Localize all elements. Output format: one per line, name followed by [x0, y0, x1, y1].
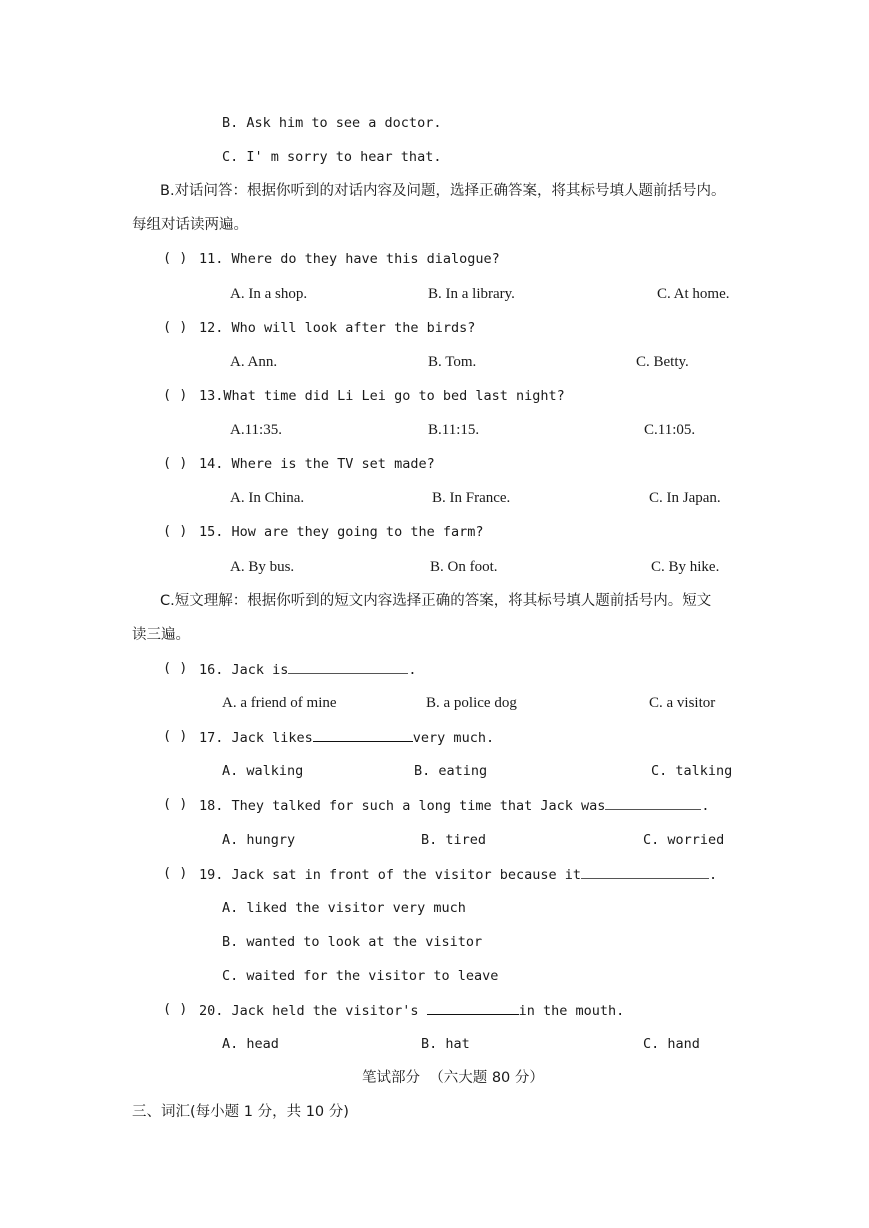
answer-blank[interactable]: ( ) — [163, 387, 188, 403]
option-a: A. In a shop. — [230, 286, 308, 302]
option-b: B. On foot. — [430, 559, 498, 575]
option-a: A. By bus. — [230, 559, 295, 575]
option-b: B. a police dog — [426, 695, 517, 711]
question-suffix: . — [709, 867, 718, 883]
fill-blank[interactable] — [288, 660, 408, 674]
question-suffix: very much. — [412, 730, 495, 746]
question-13: 13.What time did Li Lei go to bed last night? — [199, 388, 565, 404]
option-b: B. Ask him to see a doctor. — [222, 115, 442, 131]
option-b: B. eating — [414, 763, 488, 779]
answer-blank[interactable]: ( ) — [163, 660, 188, 676]
option-a: A. Ann. — [230, 354, 278, 370]
question-suffix: in the mouth. — [518, 1003, 625, 1019]
option-c: C. waited for the visitor to leave — [222, 968, 499, 984]
option-c: C. At home. — [657, 286, 730, 302]
option-c: C. By hike. — [651, 559, 720, 575]
answer-blank[interactable]: ( ) — [163, 1001, 188, 1017]
answer-blank[interactable]: ( ) — [163, 455, 188, 471]
question-text: 17. Jack likes — [199, 730, 313, 746]
option-b: B. hat — [421, 1036, 470, 1052]
fill-blank[interactable] — [313, 728, 413, 742]
question-text: 19. Jack sat in front of the visitor because it — [199, 867, 582, 883]
question-text: 18. They talked for such a long time that Jack was — [199, 798, 606, 814]
option-c: C. talking — [651, 763, 733, 779]
fill-blank[interactable] — [581, 865, 709, 879]
question-text: 16. Jack is — [199, 662, 289, 678]
section-c-instruction: C.短文理解：根据你听到的短文内容选择正确的答案，将其标号填人题前括号内。短文 — [160, 593, 712, 609]
option-b: B. Tom. — [428, 354, 477, 370]
section-b-instruction-cont: 每组对话读两遍。 — [132, 217, 248, 233]
section-3-title: 三、词汇(每小题 1 分，共 10 分) — [132, 1104, 349, 1120]
option-c: C. I' m sorry to hear that. — [222, 149, 442, 165]
option-a: A. head — [222, 1036, 279, 1052]
question-12: 12. Who will look after the birds? — [199, 320, 476, 336]
written-part-title: 笔试部分 （六大题 80 分） — [362, 1070, 544, 1086]
question-17 — [199, 728, 494, 747]
answer-blank[interactable]: ( ) — [163, 250, 188, 266]
question-suffix: . — [408, 662, 417, 678]
question-suffix: . — [701, 798, 710, 814]
section-b-instruction: B.对话问答：根据你听到的对话内容及问题，选择正确答案，将其标号填人题前括号内。 — [160, 183, 726, 199]
answer-blank[interactable]: ( ) — [163, 728, 188, 744]
question-18 — [199, 796, 710, 815]
option-a: A. hungry — [222, 832, 296, 848]
section-c-instruction-cont: 读三遍。 — [132, 627, 190, 643]
option-c: C. hand — [643, 1036, 700, 1052]
question-text: 20. Jack held the visitor's — [199, 1003, 427, 1019]
question-14: 14. Where is the TV set made? — [199, 456, 435, 472]
answer-blank[interactable]: ( ) — [163, 319, 188, 335]
answer-blank[interactable]: ( ) — [163, 865, 188, 881]
option-b: B. tired — [421, 832, 487, 848]
fill-blank[interactable] — [605, 796, 701, 810]
option-b: B.11:15. — [428, 422, 480, 438]
option-c: C.11:05. — [644, 422, 696, 438]
option-a: A. liked the visitor very much — [222, 900, 466, 916]
question-19 — [199, 865, 717, 884]
fill-blank[interactable] — [427, 1001, 519, 1015]
question-20 — [199, 1001, 624, 1020]
option-b: B. wanted to look at the visitor — [222, 934, 483, 950]
option-b: B. In France. — [432, 490, 511, 506]
option-c: C. Betty. — [636, 354, 689, 370]
option-c: C. In Japan. — [649, 490, 721, 506]
option-c: C. worried — [643, 832, 725, 848]
question-16 — [199, 660, 417, 679]
question-11: 11. Where do they have this dialogue? — [199, 251, 500, 267]
option-a: A.11:35. — [230, 422, 282, 438]
option-b: B. In a library. — [428, 286, 515, 302]
option-c: C. a visitor — [649, 695, 716, 711]
answer-blank[interactable]: ( ) — [163, 523, 188, 539]
option-a: A. In China. — [230, 490, 305, 506]
answer-blank[interactable]: ( ) — [163, 796, 188, 812]
option-a: A. walking — [222, 763, 304, 779]
question-15: 15. How are they going to the farm? — [199, 524, 484, 540]
option-a: A. a friend of mine — [222, 695, 337, 711]
